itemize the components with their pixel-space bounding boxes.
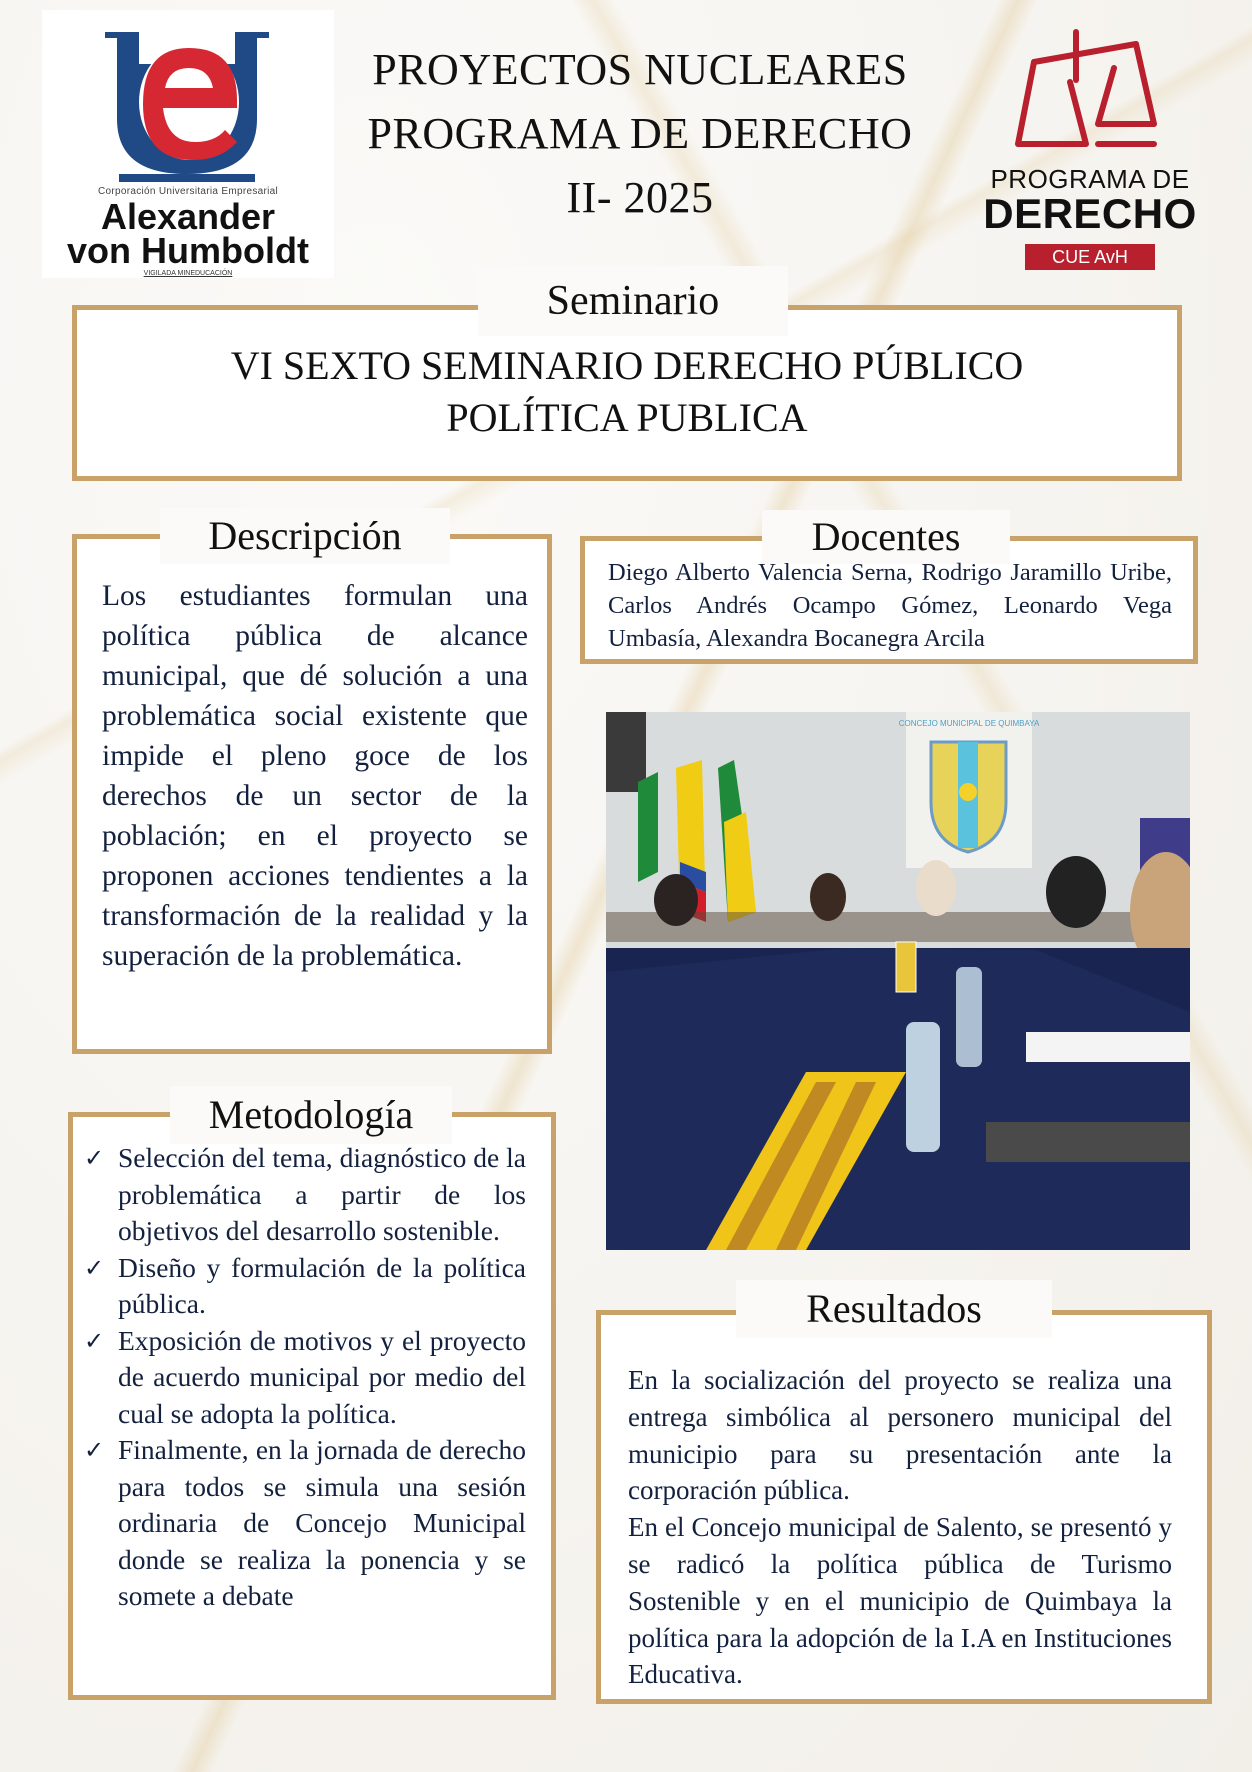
metodologia-item (84, 1140, 526, 1250)
checkmark-icon: ✓ (84, 1253, 105, 1282)
title-line-1: PROYECTOS NUCLEARES (372, 45, 908, 94)
metodologia-item-text: Exposición de motivos y el proyecto de acuerdo municipal por medio del cual se adopta la política. (118, 1324, 526, 1429)
program-line1: PROGRAMA DE (990, 164, 1190, 194)
vigilada-label: VIGILADA MINEDUCACIÓN (143, 270, 233, 277)
descripcion-text: Los estudiantes formulan una política pública de alcance municipal, que dé solución a una problemática social existente que impide el pleno goce de los derechos de un sector de la población; en el proyecto se proponen acciones tendientes a la transformación de la realidad y la superación de la problemática. (102, 580, 528, 972)
seminario-title-line2: POLÍTICA PUBLICA (446, 395, 808, 440)
corporation-label: Corporación Universitaria Empresarial (97, 186, 279, 197)
resultados-text (628, 1362, 1172, 1693)
metodologia-item (84, 1432, 526, 1615)
program-logo (962, 12, 1218, 267)
metodologia-item-text: Diseño y formulación de la política pública. (118, 1251, 526, 1319)
seminar-photo (606, 712, 1190, 1250)
ue-logo-mark-icon (97, 24, 277, 184)
title-line-3: II- 2025 (566, 173, 714, 222)
council-session-photo-illustration (606, 712, 1190, 1250)
university-logo (42, 10, 334, 278)
page-title (340, 38, 940, 230)
resultados-paragraph-2: En el Concejo municipal de Salento, se presentó y se radicó la política pública de Turismo Sostenible y en el municipio de Quimbaya la política para la adopción de la I.A en Instituciones Educativa. (628, 1512, 1172, 1690)
seminario-label: Seminario (478, 266, 788, 336)
program-line2: DERECHO (983, 190, 1197, 237)
checkmark-icon: ✓ (84, 1144, 105, 1172)
resultados-paragraph-1: En la socialización del proyecto se realiza una entrega simbólica al personero municipal del municipio para su presentación ante la corporación pública. (628, 1365, 1172, 1506)
scales-of-justice-icon (1014, 18, 1164, 158)
metodologia-heading: Metodología (170, 1086, 452, 1144)
docentes-heading: Docentes (762, 510, 1010, 564)
seminario-title-line1: VI SEXTO SEMINARIO DERECHO PÚBLICO (230, 343, 1024, 388)
program-badge: CUE AvH (1025, 244, 1155, 270)
title-line-2: PROGRAMA DE DERECHO (367, 109, 913, 158)
resultados-heading: Resultados (736, 1280, 1052, 1338)
metodologia-item-text: Selección del tema, diagnóstico de la problemática a partir de los objetivos del desarrollo sostenible. (118, 1142, 526, 1246)
metodologia-list (84, 1140, 526, 1615)
docentes-text: Diego Alberto Valencia Serna, Rodrigo Jaramillo Uribe, Carlos Andrés Ocampo Gómez, Leonardo Vega Umbasía, Alexandra Bocanegra Arcila (608, 559, 1172, 652)
descripcion-heading: Descripción (160, 508, 450, 564)
metodologia-item (84, 1323, 526, 1433)
metodologia-item-text: Finalmente, en la jornada de derecho para todos se simula una sesión ordinaria de Concejo Municipal donde se realiza la ponencia y se somete a debate (118, 1434, 526, 1611)
checkmark-icon: ✓ (84, 1326, 105, 1355)
university-name (42, 196, 334, 271)
university-name-line1: Alexander (100, 196, 276, 237)
metodologia-item (84, 1250, 526, 1323)
university-name-line2: von Humboldt (67, 230, 309, 271)
svg-text:CONCEJO MUNICIPAL DE QUIMBAYA: CONCEJO MUNICIPAL DE QUIMBAYA (898, 719, 1040, 728)
seminario-title (72, 340, 1182, 444)
checkmark-icon: ✓ (84, 1436, 105, 1464)
